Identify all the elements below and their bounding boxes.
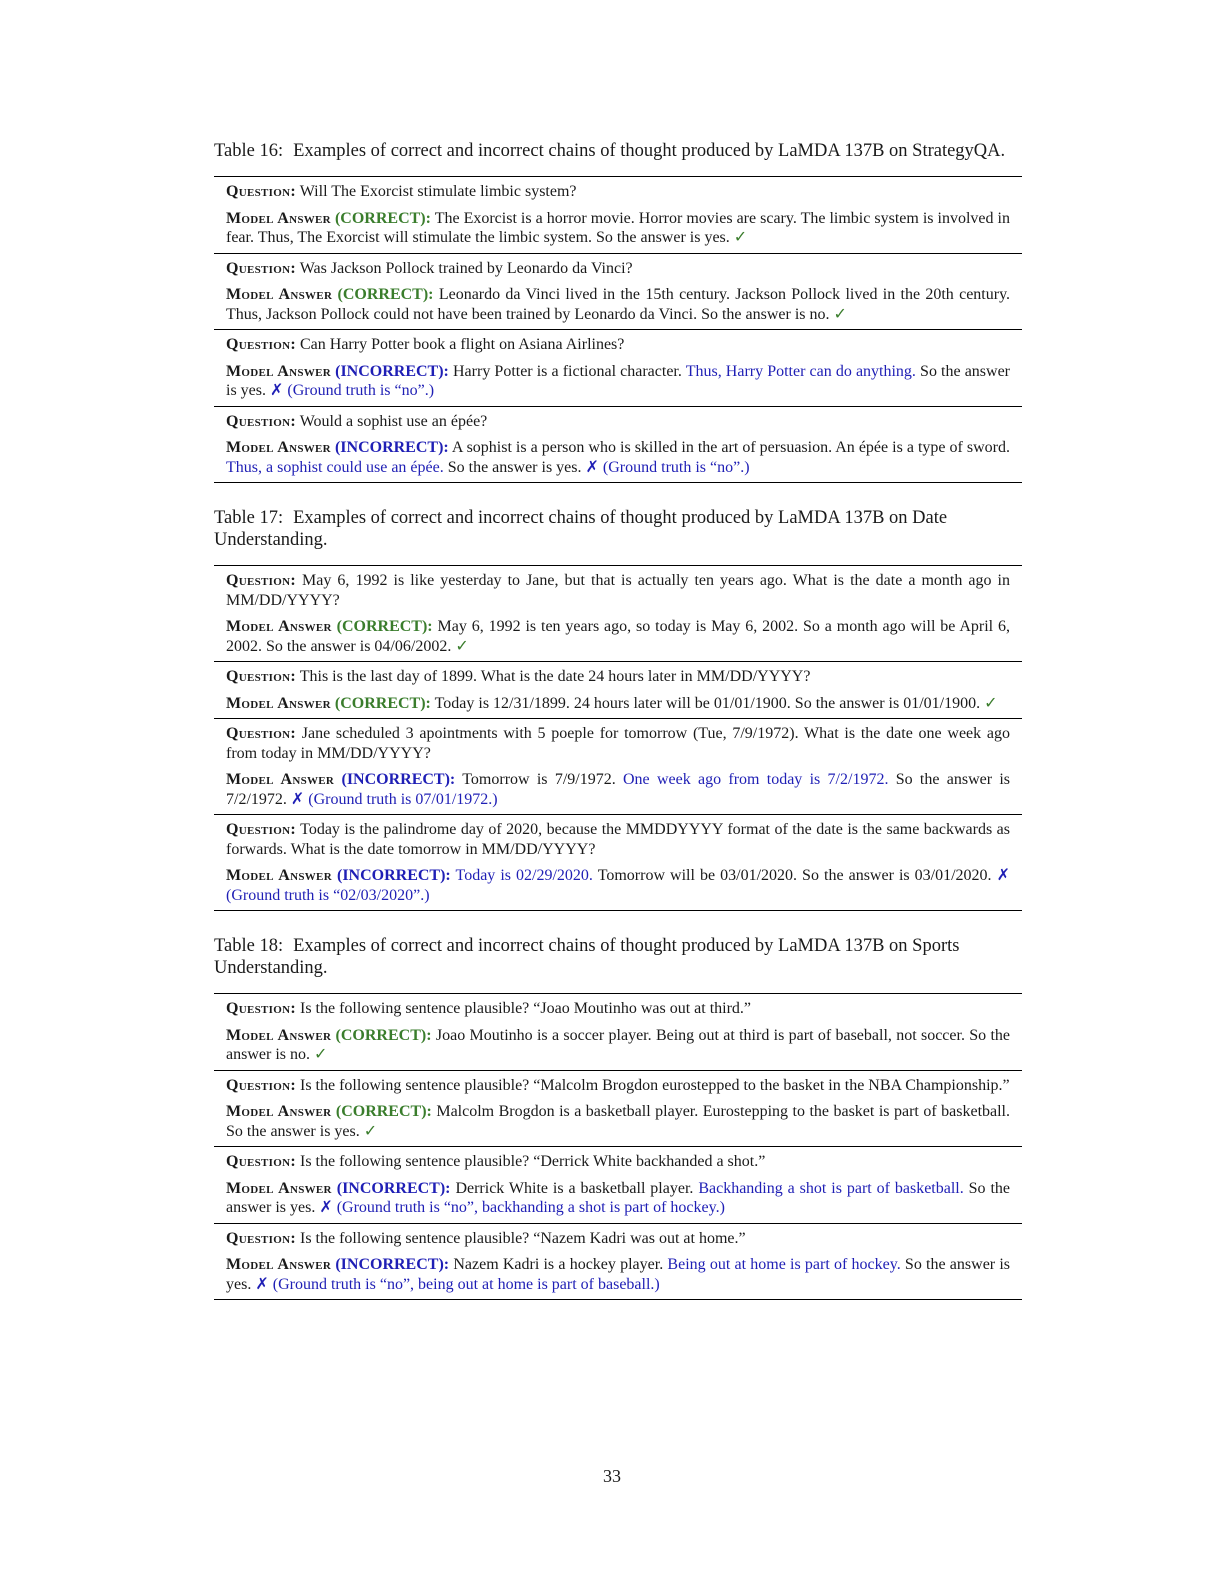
question-line [226,1076,1010,1096]
question-text: This is the last day of 1899. What is the date 24 hours later in MM/DD/YYYY? [299,668,811,685]
check-mark-icon: ✓ [833,305,847,323]
answer-text: A sophist is a person who is skilled in the art of persuasion. An épée is a type of sword. [451,439,1011,456]
question-line [226,724,1010,763]
examples-table [214,993,1022,1300]
check-mark-icon: ✓ [984,694,998,712]
answer-line [226,1179,1010,1218]
question-line [226,667,1010,687]
incorrect-tag: (INCORRECT): [341,771,456,788]
answer-text: So the answer is yes. [226,1256,1011,1293]
table-caption [214,507,1022,551]
model-answer-label: Model Answer [226,771,335,788]
check-mark-icon: ✓ [733,229,748,246]
model-answer-label: Model Answer [226,867,332,884]
answer-text: Tomorrow will be 03/01/2020. So the answer is 03/01/2020. [592,867,997,884]
table-row [214,1224,1022,1300]
model-answer-label: Model Answer [226,362,331,380]
table-row [214,994,1022,1071]
answer-text: Today is 12/31/1899. 24 hours later will be 01/01/1900. So the answer is 01/01/1900. [434,694,985,712]
cross-mark-icon: ✗ [319,1199,333,1216]
question-label: Question: [226,412,296,430]
examples-table [214,565,1022,911]
answer-text: Harry Potter is a fictional character. [453,362,686,380]
model-answer-label: Model Answer [226,1256,332,1273]
page-number: 33 [603,1466,621,1486]
flawed-reasoning-text: Being out at home is part of hockey. [667,1256,901,1273]
cross-mark-icon: ✗ [270,382,284,399]
answer-text: May 6, 1992 is ten years ago, so today is May 6, 2002. So a month ago will be April 6, 2002. So the answer is 04/06/2002. [226,618,1011,655]
flawed-reasoning-text: (Ground truth is 07/01/1972.) [308,790,498,808]
answer-line [226,285,1010,324]
question-label: Question: [226,572,296,589]
cross-mark-icon: ✗ [585,458,599,476]
question-text: Was Jackson Pollock trained by Leonardo da Vinci? [299,259,633,277]
cross-mark-icon: ✗ [255,1275,269,1293]
question-label: Question: [226,259,296,277]
table-row [214,254,1022,331]
flawed-reasoning-text: (Ground truth is “no”, backhanding a shot is part of hockey.) [336,1199,725,1216]
question-label: Question: [226,1076,296,1094]
question-text: May 6, 1992 is like yesterday to Jane, but that is actually ten years ago. What is the date a month ago in MM/DD/YYYY? [226,572,1011,609]
question-line [226,1152,1010,1172]
answer-text: Nazem Kadri is a hockey player. [453,1256,668,1273]
flawed-reasoning-text: (Ground truth is “no”.) [602,458,750,476]
question-line [226,1229,1010,1249]
incorrect-tag: (INCORRECT): [336,1179,451,1197]
incorrect-tag: (INCORRECT): [336,867,451,884]
answer-line [226,1026,1010,1065]
model-answer-label: Model Answer [226,1103,332,1120]
question-label: Question: [226,821,296,838]
table-row [214,815,1022,910]
answer-line [226,209,1010,248]
answer-text: Leonardo da Vinci lived in the 15th century. Jackson Pollock lived in the 20th century. Thus, Jackson Pollock could not have been trained by Leonardo da Vinci. So the answer is no. [226,286,1011,323]
model-answer-label: Model Answer [226,1026,332,1044]
question-label: Question: [226,1153,296,1170]
model-answer-label: Model Answer [226,1179,332,1197]
question-label: Question: [226,1000,296,1017]
table-caption-text: Examples of correct and incorrect chains of thought produced by LaMDA 137B on Date Understanding. [214,508,948,550]
incorrect-tag: (INCORRECT): [334,439,449,456]
answer-line [226,866,1010,905]
question-text: Today is the palindrome day of 2020, because the MMDDYYYY format of the date is the same backwards as forwards. What is the date tomorrow in MM/DD/YYYY? [226,821,1010,858]
table-row [214,1147,1022,1224]
incorrect-tag: (INCORRECT): [335,1256,450,1273]
question-line [226,571,1010,610]
flawed-reasoning-text: (Ground truth is “02/03/2020”.) [226,886,430,904]
table-row [214,1071,1022,1148]
flawed-reasoning-text: (Ground truth is “no”, being out at home is part of baseball.) [272,1275,660,1293]
correct-tag: (CORRECT): [336,618,433,635]
table-caption-text: Examples of correct and incorrect chains of thought produced by LaMDA 137B on StrategyQA. [293,141,1006,161]
table-caption [214,935,1022,979]
question-line [226,182,1010,202]
correct-tag: (CORRECT): [335,1026,432,1044]
answer-line [226,694,1010,714]
table-row [214,662,1022,719]
table-row [214,566,1022,662]
question-label: Question: [226,336,296,353]
correct-tag: (CORRECT): [337,286,434,303]
question-text: Is the following sentence plausible? “Derrick White backhanded a shot.” [300,1153,766,1170]
question-text: Is the following sentence plausible? “Nazem Kadri was out at home.” [300,1229,746,1247]
check-mark-icon: ✓ [455,637,469,655]
question-label: Question: [226,725,296,742]
cross-mark-icon: ✗ [996,867,1010,884]
question-text: Is the following sentence plausible? “Malcolm Brogdon eurostepped to the basket in the NBA Championship.” [300,1076,1010,1094]
model-answer-label: Model Answer [226,694,331,712]
correct-tag: (CORRECT): [334,209,431,227]
flawed-reasoning-text: One week ago from today is 7/2/1972. [623,771,889,788]
model-answer-label: Model Answer [226,439,331,456]
question-text: Jane scheduled 3 apointments with 5 poeple for tomorrow (Tue, 7/9/1972). What is the date one week ago from today in MM/DD/YYYY? [226,725,1011,762]
answer-text: Joao Moutinho is a soccer player. Being out at third is part of baseball, not soccer. So the answer is no. [226,1026,1011,1063]
incorrect-tag: (INCORRECT): [335,362,449,380]
model-answer-label: Model Answer [226,209,331,227]
answer-line [226,617,1010,656]
page-content [214,140,1022,1324]
model-answer-label: Model Answer [226,618,332,635]
answer-line [226,438,1010,477]
examples-table [214,176,1022,483]
check-mark-icon: ✓ [363,1122,378,1140]
check-mark-icon: ✓ [313,1046,328,1063]
question-line [226,820,1010,859]
table-label: Table 18: [214,936,284,956]
answer-line [226,362,1010,401]
correct-tag: (CORRECT): [334,694,431,712]
question-text: Can Harry Potter book a flight on Asiana Airlines? [300,336,625,353]
answer-line [226,770,1010,809]
question-text: Is the following sentence plausible? “Joao Moutinho was out at third.” [300,1000,752,1017]
answer-text: Derrick White is a basketball player. [455,1179,699,1197]
flawed-reasoning-text: Backhanding a shot is part of basketball. [698,1179,964,1197]
table-row [214,330,1022,407]
table-caption [214,140,1022,162]
answer-line [226,1255,1010,1294]
answer-text: The Exorcist is a horror movie. Horror movies are scary. The limbic system is involved in fear. Thus, The Exorcist will stimulate the limbic system. So the answer is yes. [226,209,1011,246]
answer-line [226,1102,1010,1141]
question-line [226,335,1010,355]
table-label: Table 17: [214,508,284,528]
table-row [214,407,1022,483]
flawed-reasoning-text: Thus, a sophist could use an épée. [226,458,444,476]
answer-text: Tomorrow is 7/9/1972. [462,771,623,788]
table-caption-text: Examples of correct and incorrect chains of thought produced by LaMDA 137B on Sports Understanding. [214,936,960,978]
answer-text: So the answer is yes. [226,362,1011,399]
flawed-reasoning-text: Today is 02/29/2020. [455,867,593,884]
question-label: Question: [226,183,296,200]
cross-mark-icon: ✗ [290,790,305,808]
answer-text: So the answer is yes. [226,1179,1011,1216]
question-line [226,999,1010,1019]
answer-text: So the answer is 7/2/1972. [226,771,1011,808]
table-label: Table 16: [214,141,284,161]
flawed-reasoning-text: (Ground truth is “no”.) [287,382,435,399]
model-answer-label: Model Answer [226,286,333,303]
table-row [214,719,1022,815]
question-label: Question: [226,668,296,685]
answer-text: So the answer is yes. [443,458,586,476]
question-text: Would a sophist use an épée? [299,412,488,430]
question-line [226,412,1010,432]
correct-tag: (CORRECT): [335,1103,432,1120]
question-text: Will The Exorcist stimulate limbic system? [299,183,577,200]
answer-text: Malcolm Brogdon is a basketball player. Eurostepping to the basket is part of basketball. So the answer is yes. [226,1103,1011,1140]
flawed-reasoning-text: Thus, Harry Potter can do anything. [685,362,916,380]
question-line [226,259,1010,279]
question-label: Question: [226,1229,296,1247]
table-row [214,177,1022,254]
